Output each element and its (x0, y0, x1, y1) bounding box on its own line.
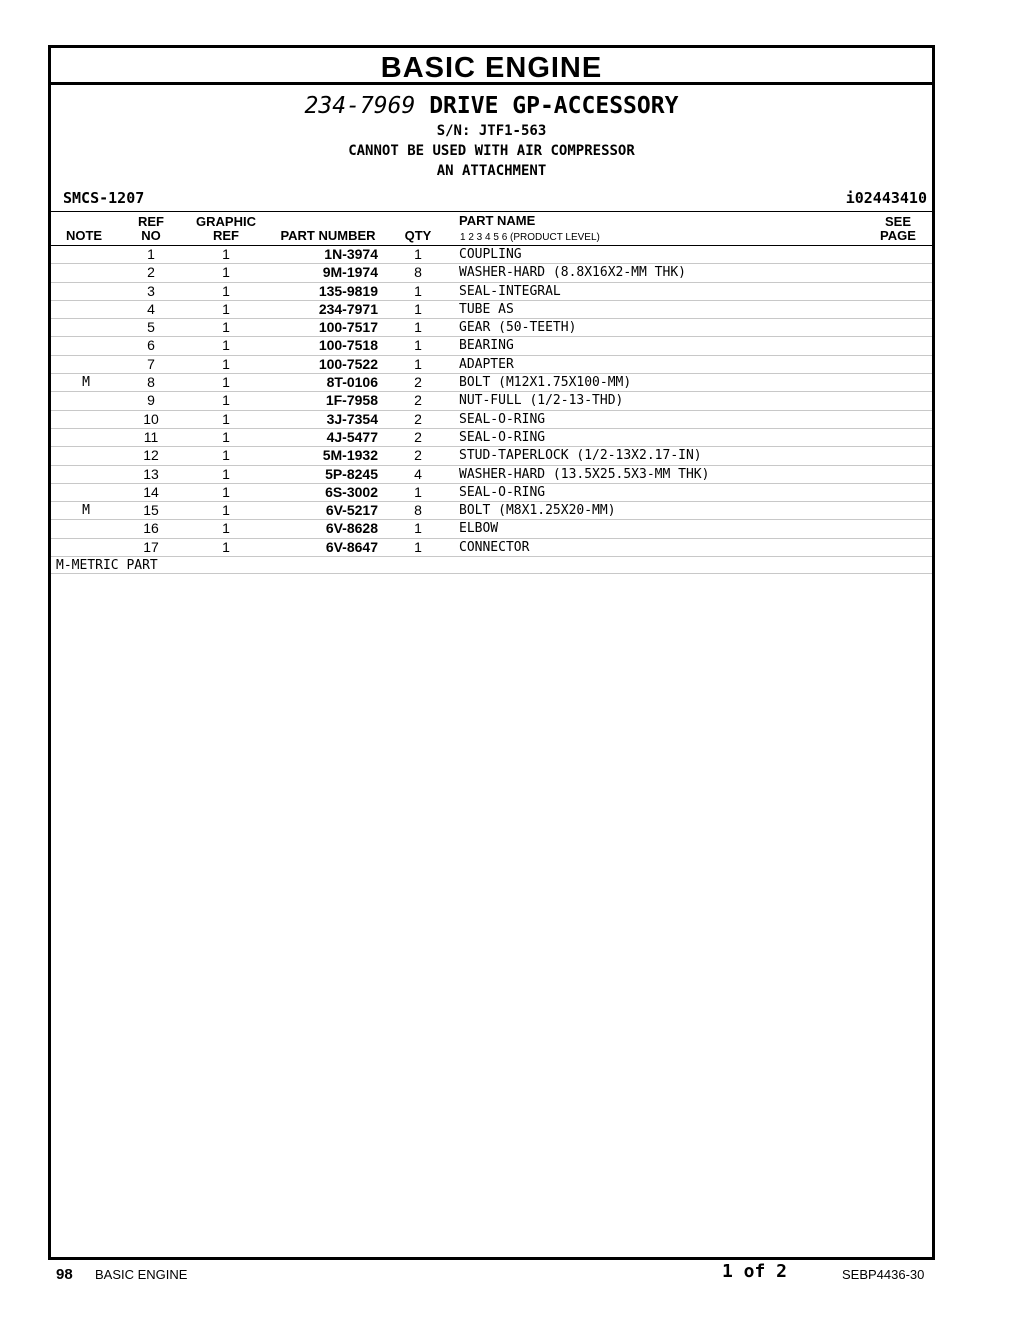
qty-cell: 8 (414, 502, 422, 519)
part-name-cell: ELBOW (459, 521, 499, 537)
usage-note: CANNOT BE USED WITH AIR COMPRESSOR (348, 143, 635, 159)
qty-cell: 1 (414, 520, 422, 537)
page-number: 98 (56, 1266, 73, 1283)
col-header-ref-top: REF (138, 214, 164, 229)
qty-cell: 2 (414, 428, 422, 445)
page-frame (48, 45, 935, 1260)
graphic-ref-cell: 1 (222, 538, 230, 555)
graphic-ref-cell: 1 (222, 447, 230, 464)
part-number-cell: 1N-3974 (324, 246, 378, 262)
serial-number: S/N: JTF1-563 (436, 123, 547, 139)
table-row (51, 263, 932, 281)
table-row (51, 410, 932, 428)
graphic-ref-cell: 1 (222, 337, 230, 354)
col-header-part-name: PART NAME (459, 213, 536, 228)
ref-no-cell: 12 (143, 447, 159, 464)
qty-cell: 1 (414, 246, 422, 262)
graphic-ref-cell: 1 (222, 355, 230, 372)
smcs-code: SMCS-1207 (63, 189, 145, 207)
table-row (51, 483, 932, 501)
qty-cell: 1 (414, 538, 422, 555)
ref-no-cell: 5 (147, 319, 155, 336)
qty-cell: 2 (414, 447, 422, 464)
part-name-cell: SEAL-INTEGRAL (459, 283, 561, 299)
ref-no-cell: 17 (143, 538, 159, 555)
table-row (51, 336, 932, 354)
ref-no-cell: 13 (143, 465, 159, 482)
part-number-cell: 100-7517 (318, 319, 378, 336)
table-row (51, 355, 932, 373)
table-row (51, 373, 932, 391)
ref-no-cell: 8 (147, 374, 155, 391)
part-number-cell: 6V-8647 (325, 538, 378, 555)
qty-cell: 2 (414, 374, 422, 391)
group-title (51, 92, 932, 120)
part-name-cell: ADAPTER (459, 356, 514, 372)
part-number-cell: 6S-3002 (325, 483, 378, 500)
graphic-ref-cell: 1 (222, 465, 230, 482)
graphic-ref-cell: 1 (222, 246, 230, 262)
part-name-cell: SEAL-O-RING (459, 411, 546, 427)
part-name-cell: TUBE AS (459, 301, 514, 317)
ref-no-cell: 10 (143, 410, 159, 427)
graphic-ref-cell: 1 (222, 264, 230, 281)
note-cell: M (82, 503, 90, 519)
part-number-cell: 234-7971 (318, 300, 378, 317)
ref-no-cell: 9 (147, 392, 155, 409)
col-header-note: NOTE (65, 228, 103, 243)
col-header-qty: QTY (404, 228, 432, 243)
part-name-cell: BOLT (M8X1.25X20-MM) (459, 503, 616, 519)
ref-no-cell: 3 (147, 282, 155, 299)
ref-no-cell: 7 (147, 355, 155, 372)
ref-no-cell: 6 (147, 337, 155, 354)
footnote-row (51, 556, 932, 574)
group-number: 234-7969 (304, 93, 416, 119)
qty-cell: 2 (414, 392, 422, 409)
part-number-cell: 100-7522 (318, 355, 378, 372)
table-row (51, 300, 932, 318)
graphic-ref-cell: 1 (222, 483, 230, 500)
ref-no-cell: 1 (147, 246, 155, 262)
part-name-cell: GEAR (50-TEETH) (459, 320, 577, 336)
ref-no-cell: 2 (147, 264, 155, 281)
col-header-graphic-top: GRAPHIC (196, 214, 256, 229)
ref-no-cell: 4 (147, 300, 155, 317)
part-number-cell: 8T-0106 (326, 374, 378, 391)
page-count: 1 of 2 (722, 1261, 788, 1282)
part-number-cell: 9M-1974 (322, 264, 378, 281)
section-title: BASIC ENGINE (51, 48, 932, 85)
graphic-ref-cell: 1 (222, 282, 230, 299)
table-row (51, 465, 932, 483)
col-header-see-top: SEE (884, 214, 911, 229)
ref-no-cell: 15 (143, 502, 159, 519)
qty-cell: 1 (414, 355, 422, 372)
table-row (51, 245, 932, 263)
qty-cell: 8 (414, 264, 422, 281)
note-cell: M (82, 375, 90, 391)
part-name-cell: CONNECTOR (459, 539, 530, 555)
part-number-cell: 6V-8628 (325, 520, 378, 537)
illustration-ref: i02443410 (845, 189, 927, 207)
parts-table (51, 245, 932, 574)
ref-no-cell: 11 (143, 428, 159, 445)
part-number-cell: 6V-5217 (325, 502, 378, 519)
table-row (51, 428, 932, 446)
table-row (51, 501, 932, 519)
qty-cell: 1 (414, 282, 422, 299)
header-divider (51, 211, 932, 212)
col-header-see-bottom: PAGE (880, 228, 916, 243)
table-row (51, 282, 932, 300)
part-number-cell: 3J-7354 (326, 410, 378, 427)
ref-no-cell: 16 (143, 520, 159, 537)
table-row (51, 538, 932, 556)
qty-cell: 1 (414, 337, 422, 354)
part-name-cell: SEAL-O-RING (459, 484, 546, 500)
part-number-cell: 100-7518 (318, 337, 378, 354)
col-header-part-number: PART NUMBER (280, 228, 376, 243)
part-name-cell: STUD-TAPERLOCK (1/2-13X2.17-IN) (459, 448, 702, 464)
graphic-ref-cell: 1 (222, 502, 230, 519)
part-name-cell: BOLT (M12X1.75X100-MM) (459, 375, 632, 391)
table-row (51, 446, 932, 464)
graphic-ref-cell: 1 (222, 428, 230, 445)
footer-section-title: BASIC ENGINE (95, 1267, 188, 1282)
part-name-cell: SEAL-O-RING (459, 429, 546, 445)
part-number-cell: 135-9819 (318, 282, 378, 299)
graphic-ref-cell: 1 (222, 520, 230, 537)
qty-cell: 1 (414, 300, 422, 317)
document-number: SEBP4436-30 (842, 1267, 925, 1282)
part-name-cell: BEARING (459, 338, 514, 354)
col-header-product-levels: 1 2 3 4 5 6 (PRODUCT LEVEL) (460, 232, 600, 243)
group-name: DRIVE GP-ACCESSORY (429, 93, 679, 119)
qty-cell: 2 (414, 410, 422, 427)
qty-cell: 1 (414, 483, 422, 500)
part-name-cell: NUT-FULL (1/2-13-THD) (459, 393, 624, 409)
qty-cell: 1 (414, 319, 422, 336)
table-row (51, 519, 932, 537)
graphic-ref-cell: 1 (222, 392, 230, 409)
usage-note-2: AN ATTACHMENT (436, 163, 547, 179)
table-row (51, 318, 932, 336)
part-name-cell: COUPLING (459, 247, 522, 262)
part-number-cell: 4J-5477 (326, 428, 378, 445)
part-number-cell: 1F-7958 (325, 392, 378, 409)
graphic-ref-cell: 1 (222, 300, 230, 317)
part-number-cell: 5P-8245 (325, 465, 378, 482)
part-name-cell: WASHER-HARD (8.8X16X2-MM THK) (459, 265, 686, 281)
metric-footnote: M-METRIC PART (56, 558, 158, 574)
qty-cell: 4 (414, 465, 422, 482)
col-header-graphic-bottom: REF (213, 228, 239, 243)
graphic-ref-cell: 1 (222, 410, 230, 427)
graphic-ref-cell: 1 (222, 319, 230, 336)
part-number-cell: 5M-1932 (322, 447, 378, 464)
table-row (51, 391, 932, 409)
graphic-ref-cell: 1 (222, 374, 230, 391)
col-header-ref-bottom: NO (141, 228, 161, 243)
part-name-cell: WASHER-HARD (13.5X25.5X3-MM THK) (459, 466, 710, 482)
ref-no-cell: 14 (143, 483, 159, 500)
